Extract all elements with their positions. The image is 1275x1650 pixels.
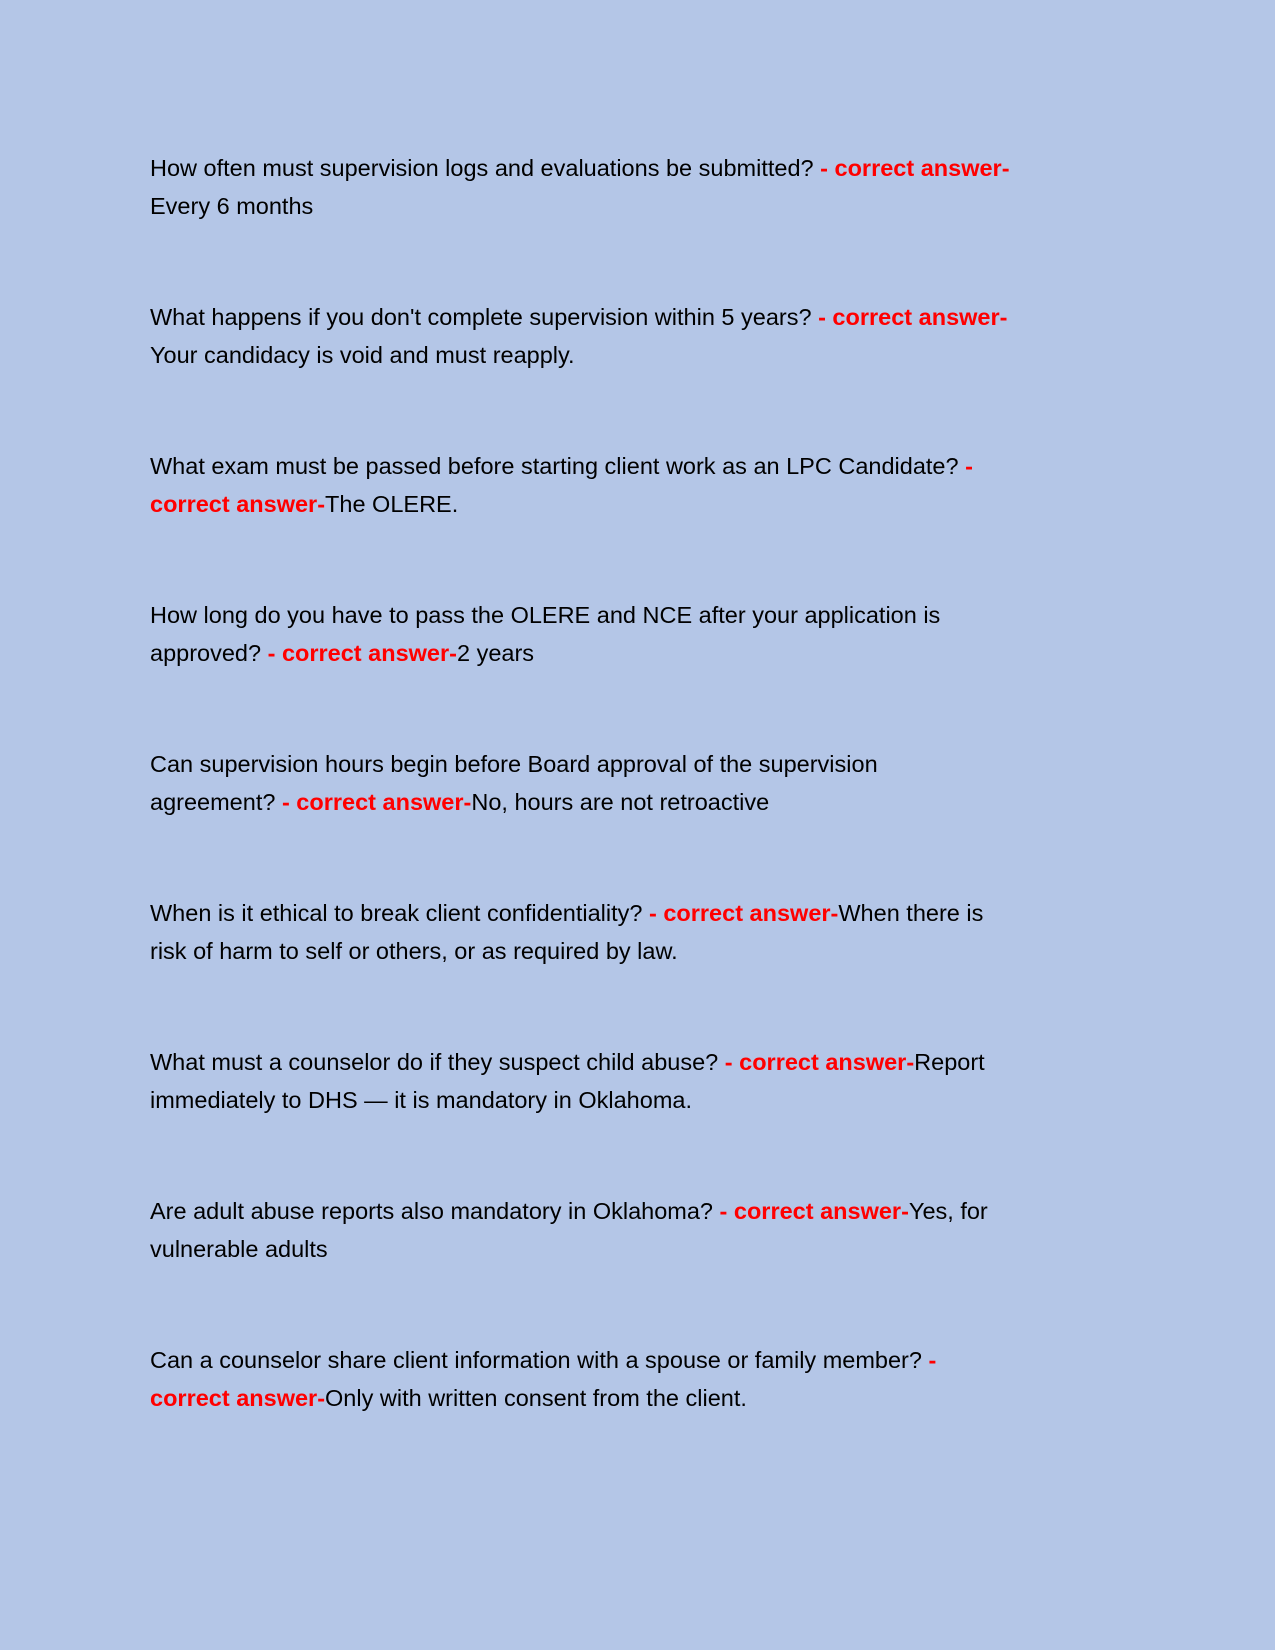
qa-text: What happens if you don't complete supervision within 5 years? xyxy=(150,304,819,330)
qa-text: Only with written consent from the client. xyxy=(325,1385,747,1411)
qa-item xyxy=(150,447,1150,523)
answer-marker: - correct answer- xyxy=(818,304,1008,330)
text-line xyxy=(150,932,1150,970)
text-line xyxy=(150,1192,1150,1230)
qa-text: Every 6 months xyxy=(150,193,314,219)
qa-text: agreement? xyxy=(150,789,282,815)
qa-text: No, hours are not retroactive xyxy=(471,789,770,815)
qa-text: approved? xyxy=(150,640,268,666)
answer-marker: - correct answer- xyxy=(724,1049,915,1075)
answer-marker: correct answer- xyxy=(150,1385,326,1411)
text-line xyxy=(150,1043,1150,1081)
answer-marker: - correct answer- xyxy=(267,640,457,666)
qa-item xyxy=(150,1192,1150,1268)
text-line xyxy=(150,596,1150,634)
qa-text: When there is xyxy=(838,900,984,926)
answer-marker: - correct answer- xyxy=(719,1198,909,1224)
qa-text: What exam must be passed before starting client work as an LPC Candidate? xyxy=(150,453,966,479)
qa-item xyxy=(150,745,1150,821)
answer-marker: correct answer- xyxy=(150,491,326,517)
text-line xyxy=(150,336,1150,374)
text-line xyxy=(150,187,1150,225)
text-line xyxy=(150,894,1150,932)
text-line xyxy=(150,298,1150,336)
text-line xyxy=(150,149,1150,187)
answer-marker: - correct answer- xyxy=(281,789,472,815)
qa-text: vulnerable adults xyxy=(150,1236,328,1262)
qa-text: The OLERE. xyxy=(325,491,459,517)
text-line xyxy=(150,485,1150,523)
qa-item xyxy=(150,149,1150,225)
text-line xyxy=(150,1341,1150,1379)
qa-text: Are adult abuse reports also mandatory in Oklahoma? xyxy=(150,1198,720,1224)
qa-text: 2 years xyxy=(456,640,535,666)
qa-text: Can supervision hours begin before Board approval of the supervision xyxy=(150,751,878,777)
qa-text: Report xyxy=(914,1049,985,1075)
qa-text: How long do you have to pass the OLERE and NCE after your application is xyxy=(150,602,941,628)
qa-text: Your candidacy is void and must reapply. xyxy=(150,342,575,368)
qa-item xyxy=(150,1341,1150,1417)
answer-marker: - correct answer- xyxy=(648,900,839,926)
text-line xyxy=(150,1379,1150,1417)
qa-item xyxy=(150,1043,1150,1119)
qa-item xyxy=(150,596,1150,672)
text-line xyxy=(150,745,1150,783)
qa-item xyxy=(150,894,1150,970)
text-line xyxy=(150,1081,1150,1119)
answer-marker: - correct answer- xyxy=(820,155,1010,181)
qa-item xyxy=(150,298,1150,374)
qa-text: immediately to DHS — it is mandatory in Oklahoma. xyxy=(150,1087,692,1113)
qa-text: Yes, for xyxy=(908,1198,988,1224)
qa-text: Can a counselor share client information with a spouse or family member? xyxy=(150,1347,929,1373)
qa-text: How often must supervision logs and evaluations be submitted? xyxy=(150,155,821,181)
qa-text: What must a counselor do if they suspect child abuse? xyxy=(150,1049,725,1075)
answer-marker: - xyxy=(965,453,973,479)
answer-marker: - xyxy=(928,1347,937,1373)
text-line xyxy=(150,447,1150,485)
qa-text: risk of harm to self or others, or as required by law. xyxy=(150,938,678,964)
text-line xyxy=(150,634,1150,672)
text-line xyxy=(150,1230,1150,1268)
qa-text: When is it ethical to break client confidentiality? xyxy=(150,900,649,926)
text-line xyxy=(150,783,1150,821)
